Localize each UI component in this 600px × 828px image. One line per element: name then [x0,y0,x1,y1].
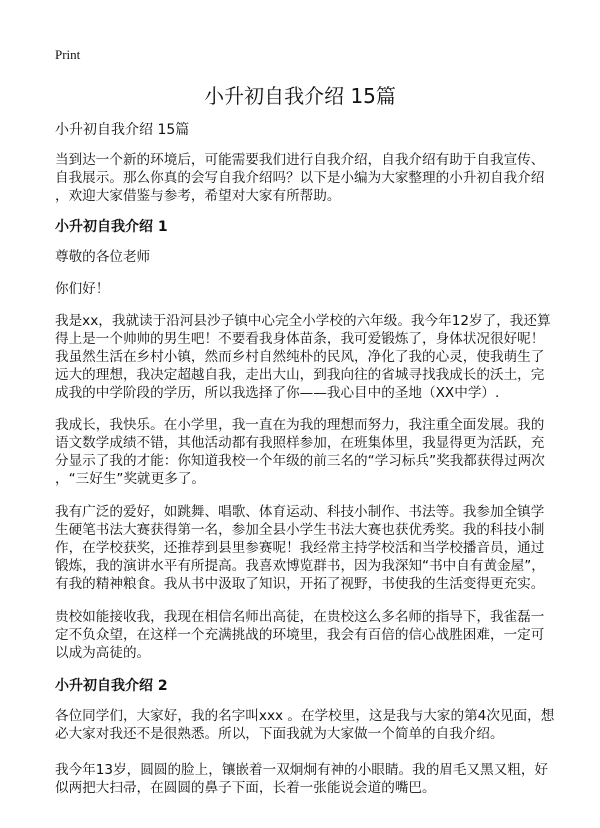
text-line: 各位同学们，大家好，我的名字叫xxx 。在学校里，这是我与大家的第4次见面，想 [55,708,555,724]
text-line: 我是xx，我就读于沿河县沙子镇中心完全小学校的六年级。我今年12岁了，我还算 [55,313,551,329]
paragraph [55,503,545,593]
paragraph [55,312,551,402]
text-line: 远大的理想，我决定超越自我，走出大山，到我向往的省城寻找我成长的沃土，完 [55,367,545,383]
text-line: 语文数学成绩不错，其他活动都有我照样参加，在班集体里，我显得更为活跃，充 [55,435,545,451]
paragraph [55,608,544,662]
greeting [55,248,150,266]
paragraph [55,707,554,743]
text-line: 定不负众望，在这样一个充满挑战的环境里，我会有百倍的信心战胜困难，一定可 [55,627,545,643]
text-line: ，欢迎大家借鉴与参考，希望对大家有所帮助。 [55,188,341,204]
intro-paragraph [55,151,544,205]
text-line: 成我的中学阶段的学历，所以我选择了你——我心目中的圣地（XX中学）. [55,385,500,401]
text-line: 以成为高徒的。 [55,645,151,661]
section-heading-2: 小升初自我介绍 2 [55,678,168,694]
subtitle: 小升初自我介绍 15篇 [55,122,190,138]
text-line: ，“三好生”奖就更多了。 [55,471,206,487]
print-link[interactable]: Print [55,47,81,62]
hello-text: 你们好！ [55,281,110,297]
text-line: 得上是一个帅帅的男生吧！不要看我身体苗条，我可爱锻炼了，身体状况很好呢！ [55,331,545,347]
paragraph [55,416,545,488]
text-line: 锻炼，我的演讲水平有所提高。我喜欢博览群书，因为我深知“书中自有黄金屋”， [55,558,545,574]
text-line: 生硬笔书法大赛获得第一名，参加全县小学生书法大赛也获优秀奖。我的科技小制 [55,522,545,538]
text-line: 我成长，我快乐。在小学里，我一直在为我的理想而努力，我注重全面发展。我的 [55,417,545,433]
text-line: 自我展示。那么你真的会写自我介绍吗？以下是小编为大家整理的小升初自我介绍 [55,170,545,186]
text-line: 分显示了我的才能：你知道我校一个年级的前三名的“学习标兵”奖我都获得过两次 [55,453,545,469]
text-line: 我虽然生活在乡村小镇，然而乡村自然纯朴的民风，净化了我的心灵，使我萌生了 [55,349,545,365]
page-title: 小升初自我介绍 15篇 [204,84,396,108]
section-heading-1: 小升初自我介绍 1 [55,219,168,235]
paragraph [55,761,548,797]
text-line: 必大家对我还不是很熟悉。所以，下面我就为大家做一个简单的自我介绍。 [55,726,504,742]
greeting-text: 尊敬的各位老师 [55,249,151,265]
text-line: 作，在学校获奖，还推荐到县里参赛呢！我经常主持学校活和当学校播音员，通过 [55,540,545,556]
text-line: 贵校如能接收我，我现在相信名师出高徒，在贵校这么多名师的指导下，我雀磊一 [55,609,545,625]
text-line: 似两把大扫帚，在圆圆的鼻子下面，长着一张能说会道的嘴巴。 [55,780,436,796]
text-line: 有我的精神粮食。我从书中汲取了知识，开拓了视野，书使我的生活变得更充实。 [55,576,545,592]
text-line: 我有广泛的爱好，如跳舞、唱歌、体育运动、科技小制作、书法等。我参加全镇学 [55,504,545,520]
hello [55,280,109,298]
text-line: 我今年13岁，圆圆的脸上，镶嵌着一双炯炯有神的小眼睛。我的眉毛又黑又粗，好 [55,762,549,778]
text-line: 当到达一个新的环境后，可能需要我们进行自我介绍，自我介绍有助于自我宣传、 [55,152,545,168]
